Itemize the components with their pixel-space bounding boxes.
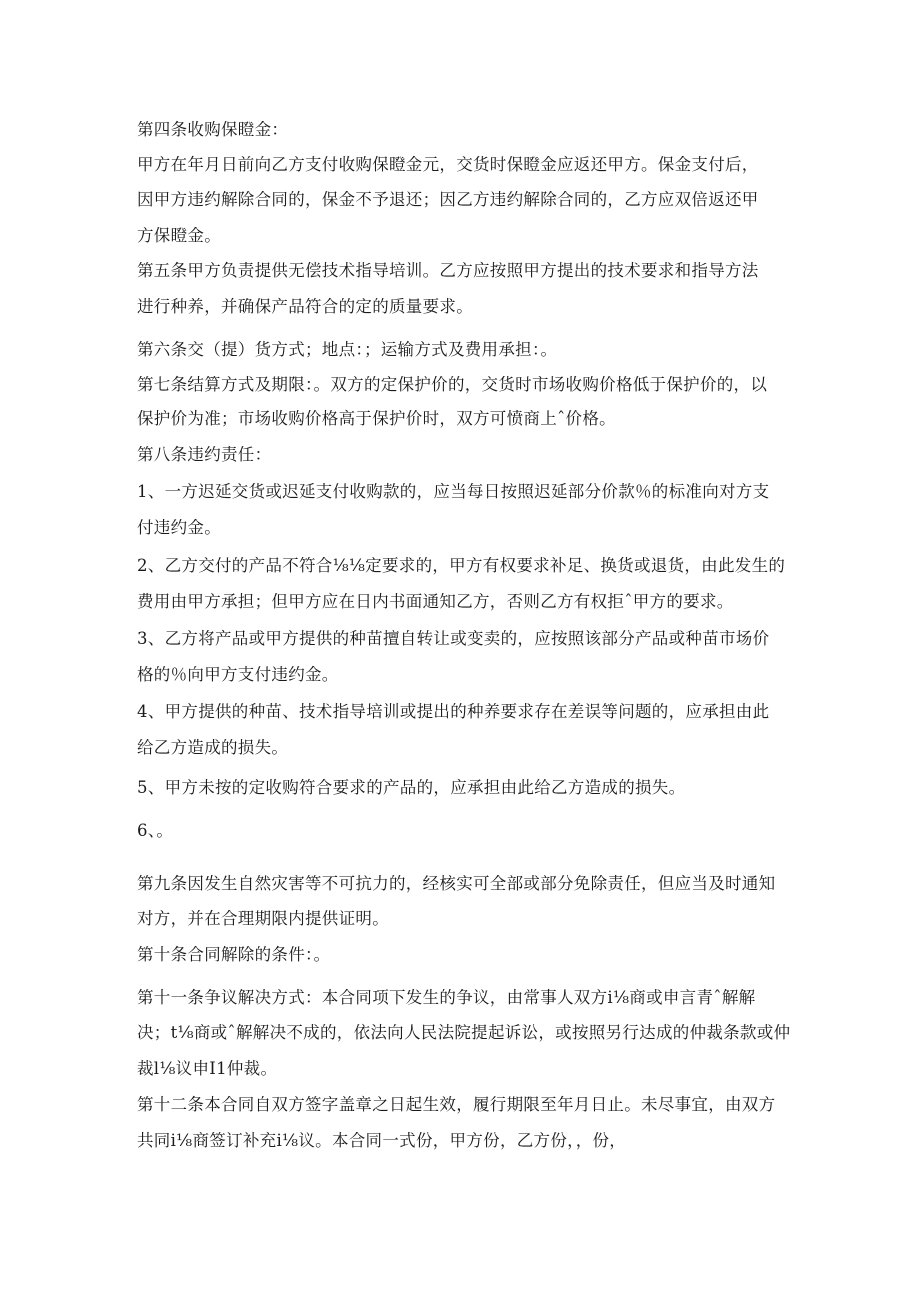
paragraph-line: 1、一方迟延交货或迟延支付收购款的，应当每日按照迟延部分价款％的标准向对方支	[137, 482, 770, 501]
paragraph-line: 给乙方造成的损失。	[137, 738, 289, 757]
paragraph-line: 第九条因发生自然灾害等不可抗力的，经核实可全部或部分免除责任，但应当及时通知	[137, 874, 776, 893]
paragraph-line: 共同i⅛商签订补充i⅛议。本合同一式份，甲方份，乙方份，，份，	[137, 1131, 627, 1150]
paragraph-line: 格的％向甲方支付违约金。	[137, 665, 339, 684]
paragraph-line: 因甲方违约解除合同的，保金不予退还；因乙方违约解除合同的，乙方应双倍返还甲	[137, 190, 759, 209]
paragraph-line: 第七条结算方式及期限：。双方的定保护价的，交货时市场收购价格低于保护价的，以	[137, 375, 768, 394]
paragraph-line: 6、。	[137, 821, 174, 840]
paragraph-line: 费用由甲方承担；但甲方应在日内书面通知乙方，否则乙方有权拒ˆ甲方的要求。	[137, 592, 734, 611]
heading-article-4: 第四条收购保瞪金：	[137, 120, 289, 139]
paragraph-line: 决；t⅛商或ˆ解解决不成的，依法向人民法院提起诉讼，或按照另行达成的仲裁条款或仲	[137, 1023, 791, 1042]
paragraph-line: 保护价为准；市场收购价格高于保护价时，双方可愤商上ˆ价格。	[137, 409, 616, 428]
paragraph-line: 裁l⅛议申I1仲裁。	[137, 1059, 278, 1078]
paragraph-line: 5、甲方未按的定收购符合要求的产品的，应承担由此给乙方造成的损失。	[137, 778, 686, 797]
paragraph-line: 付违约金。	[137, 518, 221, 537]
paragraph-line: 第十一条争议解决方式：本合同项下发生的争议，由常事人双方i⅛商或申言青ˆ解解	[137, 988, 756, 1007]
paragraph-line: 方保瞪金。	[137, 226, 221, 245]
paragraph-line: 进行种养，并确保产品符合的定的质量要求。	[137, 297, 473, 316]
paragraph-line: 第十二条本合同自双方签字盖章之日起生效，履行期限至年月日止。未尽事宜，由双方	[137, 1095, 776, 1114]
heading-article-8: 第八条违约责任：	[137, 445, 272, 464]
paragraph-line: 3、乙方将产品或甲方提供的种苗擅自转让或变卖的，应按照该部分产品或种苗市场价	[137, 629, 770, 648]
paragraph-line: 第六条交（提）货方式；地点：；运输方式及费用承担：。	[137, 340, 558, 359]
paragraph-line: 甲方在年月日前向乙方支付收购保瞪金元，交货时保瞪金应返还甲方。保金支付后，	[137, 155, 759, 174]
paragraph-line: 4、甲方提供的种苗、技术指导培训或提出的种养要求存在差误等问题的，应承担由此	[137, 702, 770, 721]
paragraph-line: 2、乙方交付的产品不符合⅛⅛定要求的，甲方有权要求补足、换货或退货，由此发生的	[137, 556, 786, 575]
paragraph-line: 第五条甲方负责提供无偿技术指导培训。乙方应按照甲方提出的技术要求和指导方法	[137, 261, 759, 280]
paragraph-line: 对方，并在合理期限内提供证明。	[137, 909, 389, 928]
heading-article-10: 第十条合同解除的条件：。	[137, 945, 331, 964]
